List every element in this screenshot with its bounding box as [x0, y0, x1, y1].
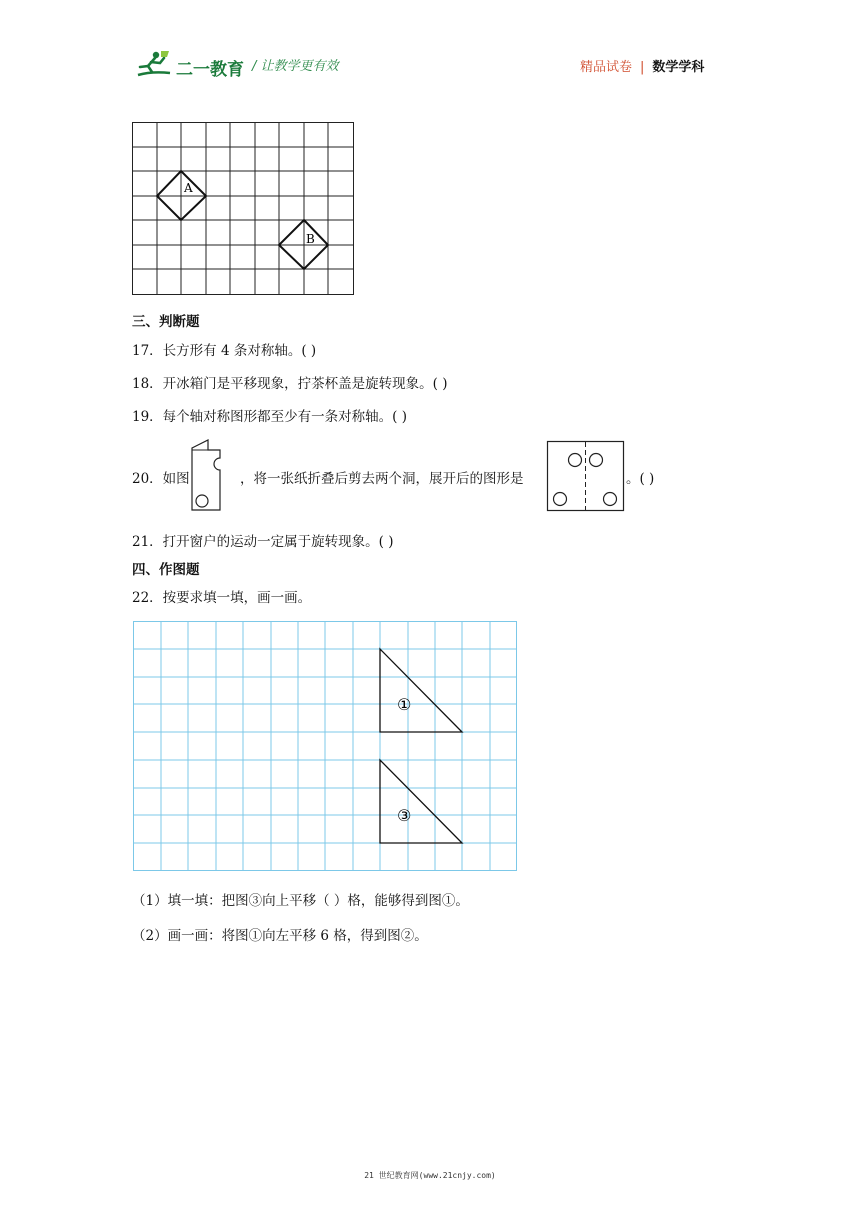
triangle-3-label: ③ [397, 806, 412, 825]
header-separator: | [640, 60, 645, 75]
grid-figure-ab [132, 122, 356, 298]
runner-logo-icon [134, 48, 174, 80]
question-22: 22．按要求填一填，画一画。 [132, 590, 312, 606]
unfolded-paper-figure [546, 440, 626, 512]
triangle-1-label: ① [397, 695, 412, 714]
grid-lines [132, 122, 354, 295]
label-b: B [306, 232, 315, 246]
header-slogan: / 让教学更有效 [252, 59, 339, 74]
question-18: 18．开冰箱门是平移现象，拧茶杯盖是旋转现象。( ) [132, 376, 448, 392]
header-right [580, 56, 704, 75]
subquestion-1: （1）填一填：把图③向上平移（ ）格，能够得到图①。 [132, 893, 469, 909]
question-19: 19．每个轴对称图形都至少有一条对称轴。( ) [132, 409, 408, 425]
subquestion-2: （2）画一画：将图①向左平移 6 格，得到图②。 [132, 928, 428, 944]
question-21: 21．打开窗户的运动一定属于旋转现象。( ) [132, 534, 394, 550]
blue-grid-lines [133, 621, 517, 871]
question-20-part1: 20．如图 [132, 471, 190, 487]
folded-paper-figure [190, 438, 238, 514]
logo-text: 二一教育 [176, 60, 244, 80]
brand-label: 精品试卷 [580, 60, 633, 75]
section-3-title: 三、判断题 [132, 314, 200, 330]
triangle-1 [380, 649, 462, 732]
section-4-title: 四、作图题 [132, 562, 200, 578]
triangle-3 [380, 760, 462, 843]
label-a: A [184, 181, 193, 195]
question-20-part2: ，将一张纸折叠后剪去两个洞，展开后的图形是 [240, 471, 524, 487]
grid-figure-triangles [133, 621, 519, 873]
question-17: 17．长方形有 4 条对称轴。( ) [132, 343, 317, 359]
subject-label: 数学学科 [652, 60, 705, 75]
question-20-part3: 。( ) [626, 471, 655, 487]
hole-circle-icon [196, 495, 208, 507]
page-footer: 21 世纪教育网(www.21cnjy.com) [364, 1171, 496, 1180]
